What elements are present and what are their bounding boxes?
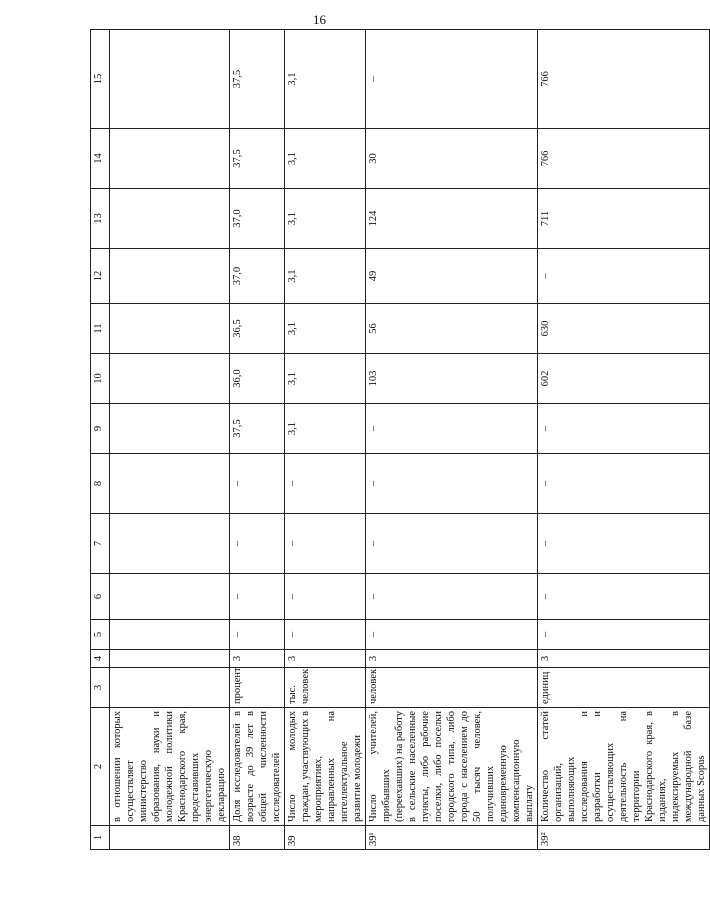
value-cell: 3,1 — [285, 404, 366, 454]
header-cell: 2 — [91, 708, 110, 826]
value-cell: – — [538, 404, 710, 454]
unit-cell: человек — [366, 668, 538, 708]
indicator-name: в отношении которых осуществляет министерство образования, науки и молодежной политики Краснодарского края, представивших энергетическую декларацию — [110, 708, 230, 826]
header-cell: 1 — [91, 826, 110, 850]
value-cell: 124 — [366, 189, 538, 249]
header-cell: 10 — [91, 354, 110, 404]
row-number — [110, 826, 230, 850]
header-cell: 9 — [91, 404, 110, 454]
value-cell: 3,1 — [285, 129, 366, 189]
value-cell: 30 — [366, 129, 538, 189]
value-cell: 37,0 — [230, 249, 285, 304]
value-cell: 3,1 — [285, 249, 366, 304]
value-cell: 37,5 — [230, 129, 285, 189]
value-cell: – — [366, 404, 538, 454]
value-cell: – — [366, 514, 538, 574]
value-cell: 766 — [538, 30, 710, 129]
value-cell: – — [366, 454, 538, 514]
header-cell: 5 — [91, 620, 110, 650]
value-cell: – — [285, 620, 366, 650]
header-cell: 13 — [91, 189, 110, 249]
value-cell: 3,1 — [285, 354, 366, 404]
row-number: 38 — [230, 826, 285, 850]
table-row — [538, 30, 710, 850]
value-cell: 36,5 — [230, 304, 285, 354]
value-cell: – — [285, 454, 366, 514]
value-cell: 3,1 — [285, 30, 366, 129]
value-cell — [110, 454, 230, 514]
value-cell — [110, 189, 230, 249]
value-cell — [110, 650, 230, 668]
table-row — [285, 30, 366, 850]
rotated-table-wrapper — [90, 30, 707, 850]
value-cell — [110, 514, 230, 574]
value-cell: – — [538, 514, 710, 574]
value-cell: 3 — [285, 650, 366, 668]
value-cell — [110, 304, 230, 354]
header-cell: 11 — [91, 304, 110, 354]
value-cell — [110, 620, 230, 650]
value-cell: 49 — [366, 249, 538, 304]
value-cell: 3 — [366, 650, 538, 668]
value-cell: – — [285, 574, 366, 620]
value-cell: – — [538, 620, 710, 650]
header-cell: 6 — [91, 574, 110, 620]
indicator-name: Доля исследователей в возрасте до 39 лет в общей численности исследователей — [230, 708, 285, 826]
value-cell: 630 — [538, 304, 710, 354]
page-number: 16 — [313, 12, 326, 27]
table-header-row — [91, 30, 110, 850]
value-cell: – — [366, 30, 538, 129]
value-cell: – — [230, 454, 285, 514]
value-cell: 103 — [366, 354, 538, 404]
unit-cell: тыс. человек — [285, 668, 366, 708]
value-cell: – — [230, 574, 285, 620]
header-cell: 12 — [91, 249, 110, 304]
unit-cell: единиц — [538, 668, 710, 708]
value-cell: – — [538, 249, 710, 304]
value-cell: 3,1 — [285, 189, 366, 249]
value-cell: – — [230, 620, 285, 650]
header-cell: 7 — [91, 514, 110, 574]
header-cell: 4 — [91, 650, 110, 668]
value-cell: – — [538, 574, 710, 620]
header-cell: 8 — [91, 454, 110, 514]
value-cell: 711 — [538, 189, 710, 249]
value-cell: 37,0 — [230, 189, 285, 249]
value-cell — [110, 129, 230, 189]
indicator-name: Число учителей, прибывших (переехавших) на работу в сельские населенные пункты, либо рабочие поселки, либо поселки городского типа, либо города с населением до 50 тысяч человек, получивших единовременную компенсационную выплату — [366, 708, 538, 826]
table-row — [230, 30, 285, 850]
value-cell — [110, 574, 230, 620]
value-cell: 36,0 — [230, 354, 285, 404]
value-cell: 37,5 — [230, 30, 285, 129]
header-cell: 14 — [91, 129, 110, 189]
indicators-table — [90, 29, 710, 850]
row-number: 39² — [538, 826, 710, 850]
value-cell: 3,1 — [285, 304, 366, 354]
value-cell — [110, 30, 230, 129]
value-cell: 766 — [538, 129, 710, 189]
value-cell: – — [285, 514, 366, 574]
value-cell: – — [366, 620, 538, 650]
table-row — [366, 30, 538, 850]
value-cell: 602 — [538, 354, 710, 404]
value-cell: 37,5 — [230, 404, 285, 454]
value-cell: 3 — [230, 650, 285, 668]
value-cell: 3 — [538, 650, 710, 668]
value-cell — [110, 354, 230, 404]
unit-cell — [110, 668, 230, 708]
indicator-name: Количество статей организаций, выполняющих исследования и разработки и осуществляющих деятельность на территории Краснодарского края, в изданиях, индексируемых в международной базе данных Scopus — [538, 708, 710, 826]
table-row — [110, 30, 230, 850]
value-cell — [110, 249, 230, 304]
unit-cell: процент — [230, 668, 285, 708]
row-number: 39 — [285, 826, 366, 850]
value-cell: 56 — [366, 304, 538, 354]
value-cell: – — [366, 574, 538, 620]
indicator-name: Число молодых граждан, участвующих в мероприятиях, направленных на интеллектуальное развитие молодежи — [285, 708, 366, 826]
header-cell: 3 — [91, 668, 110, 708]
row-number: 39¹ — [366, 826, 538, 850]
value-cell — [110, 404, 230, 454]
value-cell: – — [538, 454, 710, 514]
header-cell: 15 — [91, 30, 110, 129]
value-cell: – — [230, 514, 285, 574]
